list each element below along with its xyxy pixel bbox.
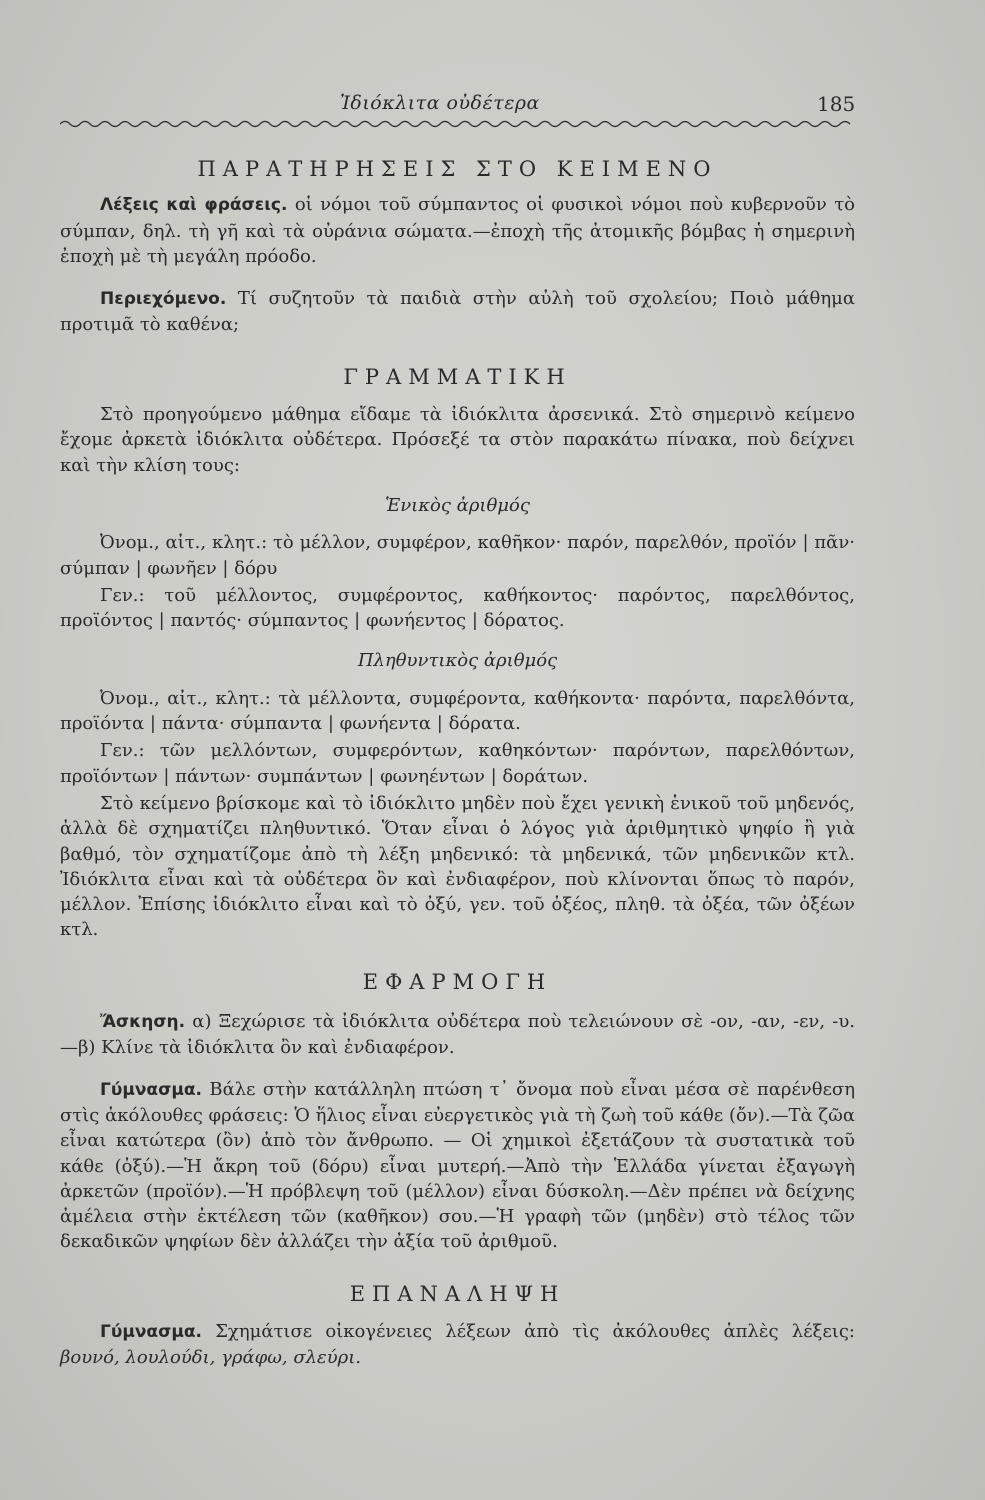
exercise-paragraph xyxy=(60,1009,855,1061)
plural-genitive: Γεν.: τῶν μελλόντων, συμφερόντων, καθηκόντων· παρόντων, παρελθόντων, προϊόντων | πάντων· συμπάντων | φωνηέντων | δοράτων. xyxy=(60,740,855,787)
application-drill-paragraph xyxy=(60,1077,855,1255)
running-header-title: Ἰδιόκλιτα οὐδέτερα xyxy=(340,92,540,114)
review-drill-text: Σχημάτισε οἰκογένειες λέξεων ἀπὸ τὶς ἀκόλουθες ἁπλὲς λέξεις: xyxy=(215,1320,855,1342)
review-drill-words: βουνό, λουλούδι, γράφω, σλεύρι. xyxy=(60,1347,361,1369)
content-paragraph xyxy=(60,286,855,338)
application-heading: ΕΦΑΡΜΟΓΗ xyxy=(362,969,553,994)
words-text: οἱ νόμοι τοῦ σύμπαντος οἱ φυσικοὶ νόμοι ποὺ κυβερνοῦν τὸ σύμπαν, δηλ. τὴ γῆ καὶ τὰ οὐράνια σώματα.—ἐποχὴ τῆς ἀτομικῆς βόμβας ἡ σημερινὴ ἐποχὴ μὲ τὴ μεγάλη πρόοδο. xyxy=(60,194,855,267)
grammar-intro: Στὸ προηγούμενο μάθημα εἴδαμε τὰ ἰδιόκλιτα ἀρσενικά. Στὸ σημερινὸ κείμενο ἔχομε ἀρκετὰ ἰδιόκλιτα οὐδέτερα. Πρόσεξέ τα στὸν παρακάτω πίνακα, ποὺ δείχνει καὶ τὴν κλίση τους: xyxy=(60,404,855,476)
grammar-note: Στὸ κείμενο βρίσκομε καὶ τὸ ἰδιόκλιτο μηδὲν ποὺ ἔχει γενικὴ ἑνικοῦ τοῦ μηδενός, ἀλλὰ δὲ σχηματίζει πληθυντικό. Ὅταν εἶναι ὁ λόγος γιὰ ἀριθμητικὸ ψηφίο ἢ γιὰ βαθμό, τὸν σχηματίζομε ἀπὸ τὴ λέξη μηδενικό: τὰ μηδενικά, τῶν μηδενικῶν κτλ. Ἰδιόκλιτα εἶναι καὶ τὰ οὐδέτερα ὂν καὶ ἐνδιαφέρον, ποὺ κλίνονται ὅπως τὸ παρόν, μέλλον. Ἐπίσης ἰδιόκλιτο εἶναι καὶ τὸ ὀξύ, γεν. τοῦ ὀξέος, πληθ. τὰ ὀξέα, τῶν ὀξέων κτλ. xyxy=(60,792,855,941)
review-drill-label: Γύμνασμα. xyxy=(100,1321,202,1342)
application-drill-label: Γύμνασμα. xyxy=(100,1079,202,1100)
words-label: Λέξεις καὶ φράσεις. xyxy=(100,195,288,216)
plural-title: Πληθυντικὸς ἀριθμός xyxy=(357,650,558,672)
observations-heading: ΠΑΡΑΤΗΡΗΣΕΙΣ ΣΤΟ ΚΕΙΜΕΝΟ xyxy=(197,157,718,181)
plural-nominative: Ὀνομ., αἰτ., κλητ.: τὰ μέλλοντα, συμφέροντα, καθήκοντα· παρόντα, παρελθόντα, προϊόντα | πάντα· σύμπαντα | φωνήεντα | δόρατα. xyxy=(60,687,855,735)
singular-genitive: Γεν.: τοῦ μέλλοντος, συμφέροντος, καθήκοντος· παρόντος, παρελθόντος, προϊόντος | παντός· σύμπαντος | φωνήεντος | δόρατος. xyxy=(60,584,855,632)
exercise-text: α) Ξεχώρισε τὰ ἰδιόκλιτα οὐδέτερα ποὺ τελειώνουν σὲ -ον, -αν, -εν, -υ.—β) Κλίνε τὰ ἰδιόκλιτα ὂν καὶ ἐνδιαφέρον. xyxy=(60,1011,855,1059)
application-drill-text: Βάλε στὴν κατάλληλη πτώση τ᾽ ὄνομα ποὺ εἶναι μέσα σὲ παρένθεση στὶς ἀκόλουθες φράσεις: Ὁ ἥλιος εἶναι εὐεργετικὸς γιὰ τὴ ζωὴ τοῦ κάθε (ὄν).—Τὰ ζῶα εἶναι κατώτερα (ὂν) ἀπὸ τὸν ἄνθρωπο. — Οἱ χημικοὶ ἐξετάζουν τὰ συστατικὰ τοῦ κάθε (ὀξύ).—Ἡ ἄκρη τοῦ (δόρυ) εἶναι μυτερή.—Ἀπὸ τὴν Ἑλλάδα γίνεται ἐξαγωγὴ ἀρκετῶν (προϊόν).—Ἡ πρόβλεψη τοῦ (μέλλον) εἶναι δύσκολη.—Δὲν πρέπει νὰ δείχνης ἀμέλεια στὴν ἐκτέλεση τῶν (καθῆκον) σου.—Ἡ γραφὴ τῶν (μηδὲν) στὸ τέλος τῶν δεκαδικῶν ψηφίων δὲν ἀλλάζει τὴν ἀξία τοῦ ἀριθμοῦ. xyxy=(60,1078,855,1253)
header-wavy-rule xyxy=(60,117,855,131)
review-drill-paragraph xyxy=(60,1319,855,1371)
content-label: Περιεχόμενο. xyxy=(100,289,227,310)
page-body xyxy=(60,145,855,1371)
page-number: 185 xyxy=(817,92,856,116)
words-phrases-paragraph xyxy=(60,192,855,269)
exercise-label: Ἄσκηση. xyxy=(100,1012,186,1033)
review-heading: ΕΠΑΝΑΛΗΨΗ xyxy=(349,1281,566,1306)
grammar-heading: ΓΡΑΜΜΑΤΙΚΗ xyxy=(343,364,572,389)
singular-nominative: Ὀνομ., αἰτ., κλητ.: τὸ μέλλον, συμφέρον, καθῆκον· παρόν, παρελθόν, προϊόν | πᾶν· σύμπαν | φωνῆεν | δόρυ xyxy=(60,532,855,579)
singular-title: Ἑνικὸς ἀριθμός xyxy=(385,494,530,516)
content-text: Τί συζητοῦν τὰ παιδιὰ στὴν αὐλὴ τοῦ σχολείου; Ποιὸ μάθημα προτιμᾶ τὸ καθένα; xyxy=(60,288,855,336)
